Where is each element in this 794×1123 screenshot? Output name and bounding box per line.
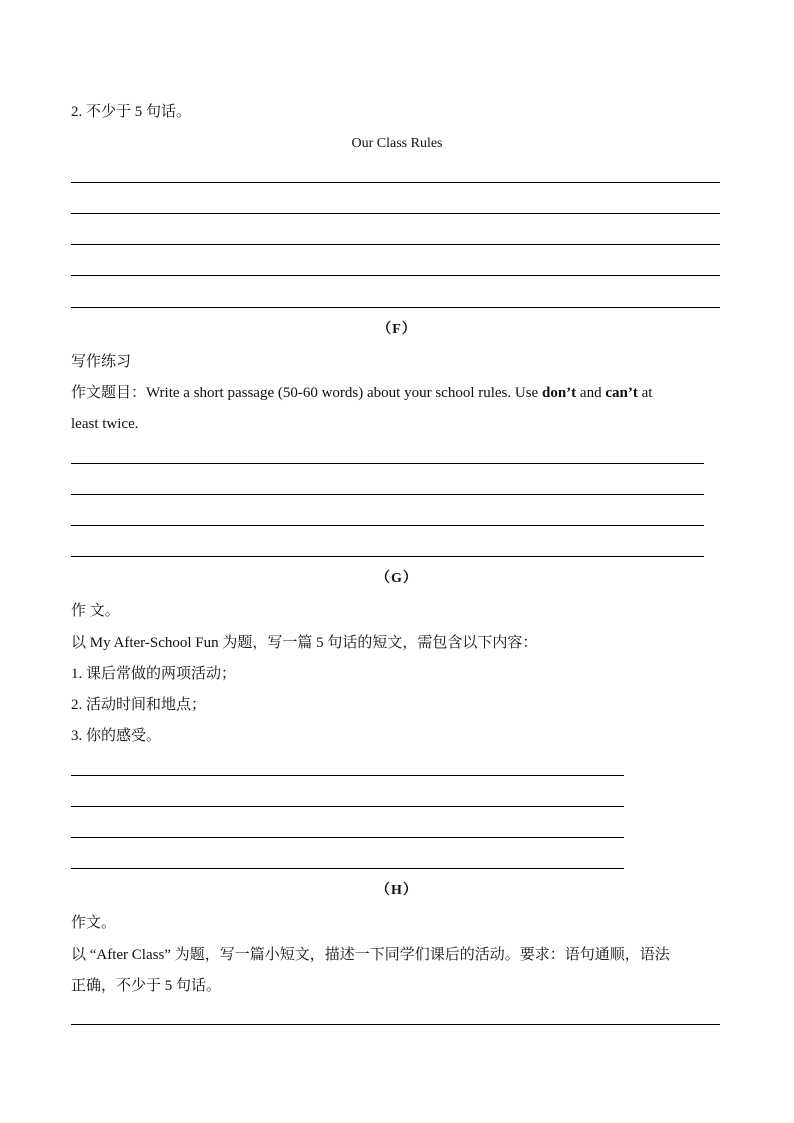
prompt-text-and: and bbox=[576, 385, 606, 401]
prompt-bold-dont: don’t bbox=[541, 385, 577, 401]
section-g-intro: 以 My After-School Fun 为题，写一篇 5 句话的短文，需包含以下内容： bbox=[71, 635, 538, 651]
prompt-text-at: at bbox=[637, 385, 653, 401]
list-item: 1. 课后常做的两项活动； bbox=[71, 666, 237, 682]
writing-line[interactable] bbox=[71, 556, 704, 557]
essay-title: Our Class Rules bbox=[351, 136, 443, 151]
writing-line[interactable] bbox=[71, 525, 704, 526]
writing-line[interactable] bbox=[71, 1024, 720, 1025]
section-label-h: 作文。 bbox=[71, 915, 117, 931]
section-h-prompt-line1: 以 “After Class” 为题，写一篇小短文，描述一下同学们课后的活动。要求：语句通顺，语法 bbox=[71, 947, 670, 963]
section-f-prompt-line2: least twice. bbox=[71, 416, 139, 432]
section-header-f: （F） bbox=[377, 322, 417, 337]
writing-line[interactable] bbox=[71, 213, 720, 214]
writing-line[interactable] bbox=[71, 868, 624, 869]
requirement-2: 2. 不少于 5 句话。 bbox=[71, 104, 192, 120]
writing-line[interactable] bbox=[71, 775, 624, 776]
list-item: 2. 活动时间和地点； bbox=[71, 697, 207, 713]
section-f-prompt bbox=[71, 383, 652, 403]
writing-line[interactable] bbox=[71, 806, 624, 807]
prompt-text: 作文题目：Write a short passage (50-60 words) about your school rules. Use bbox=[71, 385, 542, 401]
writing-line[interactable] bbox=[71, 244, 720, 245]
section-h-prompt-line2: 正确，不少于 5 句话。 bbox=[71, 978, 222, 994]
writing-line[interactable] bbox=[71, 275, 720, 276]
section-label-g: 作 文。 bbox=[71, 603, 120, 619]
section-label-f: 写作练习 bbox=[71, 354, 132, 370]
section-header-h: （H） bbox=[376, 883, 418, 898]
writing-line[interactable] bbox=[71, 494, 704, 495]
list-item: 3. 你的感受。 bbox=[71, 728, 162, 744]
writing-line[interactable] bbox=[71, 182, 720, 183]
writing-line[interactable] bbox=[71, 837, 624, 838]
writing-line[interactable] bbox=[71, 307, 720, 308]
prompt-bold-cant: can’t bbox=[605, 385, 638, 401]
section-header-g: （G） bbox=[376, 571, 418, 586]
writing-line[interactable] bbox=[71, 463, 704, 464]
